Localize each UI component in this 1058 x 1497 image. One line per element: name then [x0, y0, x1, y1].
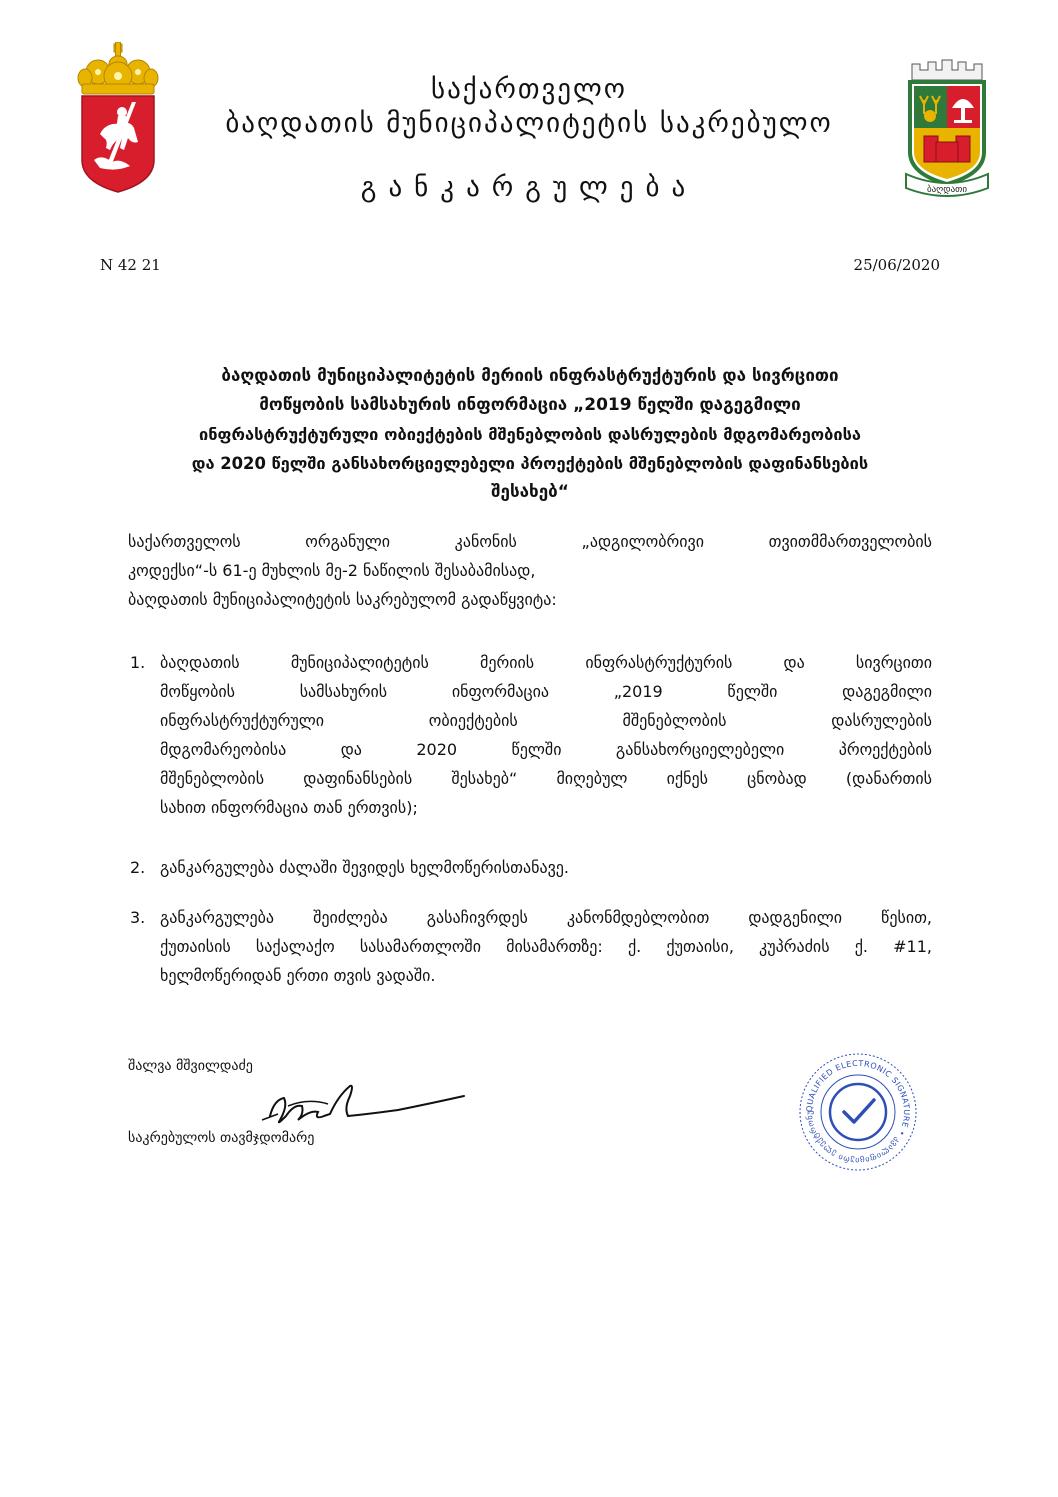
item-line: განკარგულება ძალაში შევიდეს ხელმოწერისთანავე. — [160, 858, 570, 877]
preamble — [128, 527, 932, 614]
emblem-ribbon-text: ბაღდათი — [926, 185, 968, 195]
item-line: ინფრასტრუქტურული ობიექტების მშენებლობის დასრულების — [160, 711, 932, 730]
signatory-position: საკრებულოს თავმჯდომარე — [128, 1130, 315, 1146]
title-line: ინფრასტრუქტურული ობიექტების მშენებლობის დასრულების მდგომარეობისა — [198, 425, 862, 444]
document-type-title: განკარგულება — [360, 172, 698, 203]
item-number: 2. — [130, 858, 146, 877]
document-number: N 42 21 — [100, 256, 161, 274]
electronic-signature-stamp — [796, 1050, 920, 1174]
handwritten-signature — [258, 1076, 472, 1126]
signatory-name: შალვა მშვილდაძე — [128, 1058, 253, 1074]
preamble-line: საქართველოს ორგანული კანონის „ადგილობრივი თვითმმართველობის — [128, 532, 932, 551]
item-line: ხელმოწერიდან ერთი თვის ვადაში. — [160, 966, 436, 985]
item-number: 3. — [130, 908, 146, 927]
header-council-name: ბაღდათის მუნიციპალიტეტის საკრებულო — [225, 108, 833, 139]
item-line: ქუთაისის საქალაქო სასამართლოში მისამართზე: ქ. ქუთაისი, კუპრაძის ქ. #11, — [160, 937, 932, 956]
item-3-text — [160, 903, 932, 990]
svg-text:QUALIFIED ELECTRONIC SIGNATURE — [796, 1050, 911, 1165]
item-line: სახით ინფორმაცია თან ერთვის); — [160, 798, 418, 817]
preamble-line: ბაღდათის მუნიციპალიტეტის საკრებულომ გადაწყვიტა: — [128, 590, 557, 609]
item-line: განკარგულება შეიძლება გასაჩივრდეს კანონმდებლობით დადგენილი წესით, — [160, 908, 932, 927]
title-line: და 2020 წელში განსახორციელებელი პროექტების მშენებლობის დაფინანსების — [191, 454, 869, 473]
header-country: საქართველო — [430, 74, 627, 105]
title-line: ბაღდათის მუნიციპალიტეტის მერიის ინფრასტრუქტურის და სივრცითი — [221, 366, 839, 386]
item-line: მშენებლობის დაფინანსების შესახებ“ მიღებულ იქნეს ცნობად (დანართის — [160, 769, 932, 788]
document-date: 25/06/2020 — [853, 256, 940, 274]
title-line: მოწყობის სამსახურის ინფორმაცია „2019 წელში დაგეგმილი — [259, 395, 801, 415]
title-line: შესახებ“ — [491, 482, 569, 502]
preamble-line: კოდექსი“-ს 61-ე მუხლის მე-2 ნაწილის შესაბამისად, — [128, 561, 536, 580]
resolution-title — [120, 362, 940, 507]
item-2-text — [160, 853, 932, 882]
item-number: 1. — [130, 653, 146, 672]
stamp-ring-text: QUALIFIED ELECTRONIC SIGNATURE • კვალიფიციური ელექტრონუ — [804, 1058, 912, 1166]
item-line: მდგომარეობისა და 2020 წელში განსახორციელებელი პროექტების — [160, 740, 932, 759]
item-line: ბაღდათის მუნიციპალიტეტის მერიის ინფრასტრუქტურის და სივრცითი — [160, 653, 932, 672]
item-1-text — [160, 648, 932, 822]
item-line: მოწყობის სამსახურის ინფორმაცია „2019 წელში დაგეგმილი — [160, 682, 932, 701]
